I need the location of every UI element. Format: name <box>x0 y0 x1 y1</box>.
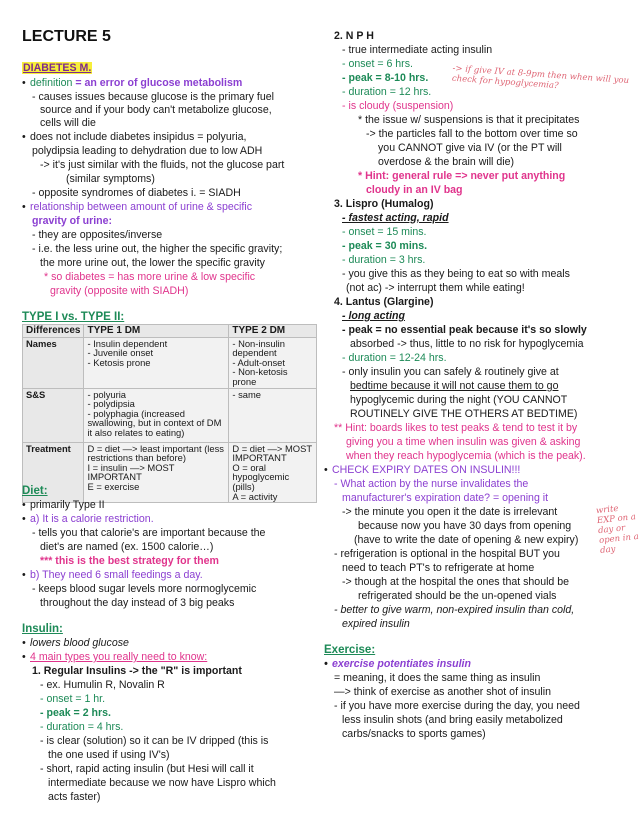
lantus-line-5: - duration = 12-24 hrs. <box>342 352 447 364</box>
lispro-title: 3. Lispro (Humalog) <box>334 198 434 210</box>
handwritten-note-expiry: write EXP on a day or open in a day <box>595 503 640 556</box>
table-header: TYPE 1 DM <box>84 325 229 338</box>
lantus-line-6: - only insulin you can safely & routinely give at <box>342 366 559 378</box>
nph-line-3: - onset = 6 hrs. <box>342 58 413 70</box>
exercise-line-1: • exercise potentiates insulin <box>324 658 471 670</box>
regular-line-3: - onset = 1 hr. <box>40 693 106 705</box>
lispro-line-5: - duration = 3 hrs. <box>342 254 426 266</box>
types-heading: TYPE I vs. TYPE II: <box>22 311 125 323</box>
exercise-line-2: = meaning, it does the same thing as insulin <box>334 672 541 684</box>
insipidus-line-5: - opposite syndromes of diabetes i. = SIADH <box>32 187 241 199</box>
expiry-line-8: need to teach PT's to refrigerate at home <box>342 562 535 574</box>
insulin-line-2: • 4 main types you really need to know: <box>22 651 208 663</box>
relationship-line-2: gravity of urine: <box>32 215 113 227</box>
row-label: Treatment <box>23 442 84 503</box>
lantus-title: 4. Lantus (Glargine) <box>334 296 434 308</box>
lispro-line-3: - onset = 15 mins. <box>342 226 427 238</box>
expiry-line-12: expired insulin <box>342 618 410 630</box>
diet-line-4: diet's are named (ex. 1500 calorie…) <box>40 541 214 553</box>
causes-line-3: cells will die <box>40 117 96 129</box>
table-header: Differences <box>23 325 84 338</box>
nph-line-9: you CANNOT give via IV (or the PT will <box>378 142 562 154</box>
table-cell: - same <box>229 388 317 442</box>
regular-line-5: - duration = 4 hrs. <box>40 721 124 733</box>
regular-line-1: 1. Regular Insulins -> the "R" is important <box>32 665 242 677</box>
diet-line-3: - tells you that calorie's are important because the <box>32 527 266 539</box>
insulin-line-1: • lowers blood glucose <box>22 637 129 649</box>
diabetes-heading: DIABETES M. <box>23 62 92 74</box>
table-header-row <box>23 325 317 338</box>
expiry-line-7: - refrigeration is optional in the hospital BUT you <box>334 548 560 560</box>
relationship-line-4: - i.e. the less urine out, the higher the specific gravity; <box>32 243 283 255</box>
row-label: Names <box>23 337 84 388</box>
diet-line-2: • a) It is a calorie restriction. <box>22 513 154 525</box>
exercise-heading: Exercise: <box>324 644 376 656</box>
nph-line-6: - is cloudy (suspension) <box>342 100 454 112</box>
diet-line-6: • b) They need 6 small feedings a day. <box>22 569 203 581</box>
regular-line-9: intermediate because we now have Lispro which <box>48 777 276 789</box>
nph-line-2: - true intermediate acting insulin <box>342 44 493 56</box>
row-label: S&S <box>23 388 84 442</box>
regular-line-8: - short, rapid acting insulin (but Hesi will call it <box>40 763 254 775</box>
table-row <box>23 388 317 442</box>
nph-line-4: - peak = 8-10 hrs. <box>342 72 429 84</box>
relationship-line-6: * so diabetes = has more urine & low specific <box>44 271 256 283</box>
page-title: LECTURE 5 <box>22 28 111 45</box>
lantus-line-7: bedtime because it will not cause them to go <box>350 380 559 392</box>
expiry-line-11: - better to give warm, non-expired insulin than cold, <box>334 604 575 616</box>
relationship-line-7: gravity (opposite with SIADH) <box>50 285 189 297</box>
regular-line-7: the one used if using IV's) <box>48 749 170 761</box>
exercise-line-5: less insulin shots (and bring easily metabolized <box>342 714 563 726</box>
table-cell: - polyuria - polydipsia - polyphagia (increased swallowing, but in context of DM it also relates to eating) <box>84 388 229 442</box>
expiry-line-5: because now you have 30 days from opening <box>358 520 572 532</box>
diet-line-7: - keeps blood sugar levels more normoglycemic <box>32 583 257 595</box>
hint-line-1: ** Hint: boards likes to test peaks & tend to test it by <box>334 422 578 434</box>
expiry-line-1: • CHECK EXPIRY DATES ON INSULIN!!! <box>324 464 521 476</box>
regular-line-10: acts faster) <box>48 791 101 803</box>
insipidus-line-3: -> it's just similar with the fluids, not the glucose part <box>40 159 285 171</box>
lispro-line-4: - peak = 30 mins. <box>342 240 428 252</box>
table-row <box>23 337 317 388</box>
insipidus-line-1: • does not include diabetes insipidus = polyuria, <box>22 131 247 143</box>
insulin-heading: Insulin: <box>22 623 63 635</box>
table-header: TYPE 2 DM <box>229 325 317 338</box>
lantus-line-8: hypoglycemic during the night (YOU CANNOT <box>350 394 568 406</box>
diet-line-1: • primarily Type II <box>22 499 105 511</box>
nph-line-8: -> the particles fall to the bottom over time so <box>366 128 578 140</box>
nph-title: 2. N P H <box>334 30 374 42</box>
lispro-line-7: (not ac) -> interrupt them while eating! <box>346 282 525 294</box>
lantus-line-3: - peak = no essential peak because it's so slowly <box>342 324 587 336</box>
exercise-line-3: —> think of exercise as another shot of insulin <box>334 686 551 698</box>
exercise-line-6: carbs/snacks to sports games) <box>342 728 486 740</box>
expiry-line-10: refrigerated should be the un-opened vials <box>358 590 557 602</box>
expiry-line-9: -> though at the hospital the ones that should be <box>342 576 570 588</box>
expiry-line-3: manufacturer's expiration date? = opening it <box>342 492 549 504</box>
exercise-line-4: - if you have more exercise during the day, you need <box>334 700 580 712</box>
hint-line-3: when they reach hypoglycemia (which is the peak). <box>346 450 586 462</box>
insipidus-line-2: polydipsia leading to dehydration due to low ADH <box>32 145 263 157</box>
relationship-line-1: • relationship between amount of urine & specific <box>22 201 253 213</box>
table-cell: - Insulin dependent - Juvenile onset - Ketosis prone <box>84 337 229 388</box>
expiry-line-4: -> the minute you open it the date is irrelevant <box>342 506 558 518</box>
table-row <box>23 442 317 503</box>
regular-line-4: - peak = 2 hrs. <box>40 707 111 719</box>
table-cell: D = diet —> MOST IMPORTANT O = oral hypoglycemic (pills) A = activity <box>229 442 317 503</box>
hint-line-2: giving you a time when insulin was given & asking <box>346 436 581 448</box>
table-cell: - Non-insulin dependent - Adult-onset - Non-ketosis prone <box>229 337 317 388</box>
lispro-line-6: - you give this as they being to eat so with meals <box>342 268 570 280</box>
diet-line-5: *** this is the best strategy for them <box>40 555 219 567</box>
causes-line-1: - causes issues because glucose is the primary fuel <box>32 91 275 103</box>
expiry-line-6: (have to write the date of opening & new expiry) <box>354 534 579 546</box>
lantus-line-9: ROUTINELY GIVE THE OTHERS AT BEDTIME) <box>350 408 578 420</box>
nph-line-5: - duration = 12 hrs. <box>342 86 432 98</box>
table-cell: D = diet —> least important (less restrictions than before) I = insulin —> MOST IMPORTANT E = exercise <box>84 442 229 503</box>
definition-line: • definition = an error of glucose metabolism <box>22 77 243 89</box>
lantus-line-2: - long acting <box>342 310 405 322</box>
lispro-line-2: - fastest acting, rapid <box>342 212 449 224</box>
type-comparison-table <box>22 324 317 503</box>
nph-line-7: * the issue w/ suspensions is that it precipitates <box>358 114 580 126</box>
regular-line-6: - is clear (solution) so it can be IV dripped (this is <box>40 735 269 747</box>
diet-line-8: throughout the day instead of 3 big peaks <box>40 597 235 609</box>
causes-line-2: source and if your body can't metabolize glucose, <box>40 104 272 116</box>
nph-line-11: * Hint: general rule => never put anything <box>358 170 566 182</box>
nph-line-12: cloudy in an IV bag <box>366 184 463 196</box>
nph-line-10: overdose & the brain will die) <box>378 156 515 168</box>
expiry-line-2: - What action by the nurse invalidates the <box>334 478 529 490</box>
insipidus-line-4: (similar symptoms) <box>66 173 155 185</box>
handwritten-note-peak: -> if give IV at 8-9pm then when will you check for hypoglycemia? <box>451 63 630 92</box>
diet-heading: Diet: <box>22 485 48 497</box>
regular-line-2: - ex. Humulin R, Novalin R <box>40 679 165 691</box>
relationship-line-3: - they are opposites/inverse <box>32 229 163 241</box>
lantus-line-4: absorbed -> thus, little to no risk for hypoglycemia <box>350 338 584 350</box>
relationship-line-5: the more urine out, the lower the specific gravity <box>40 257 265 269</box>
